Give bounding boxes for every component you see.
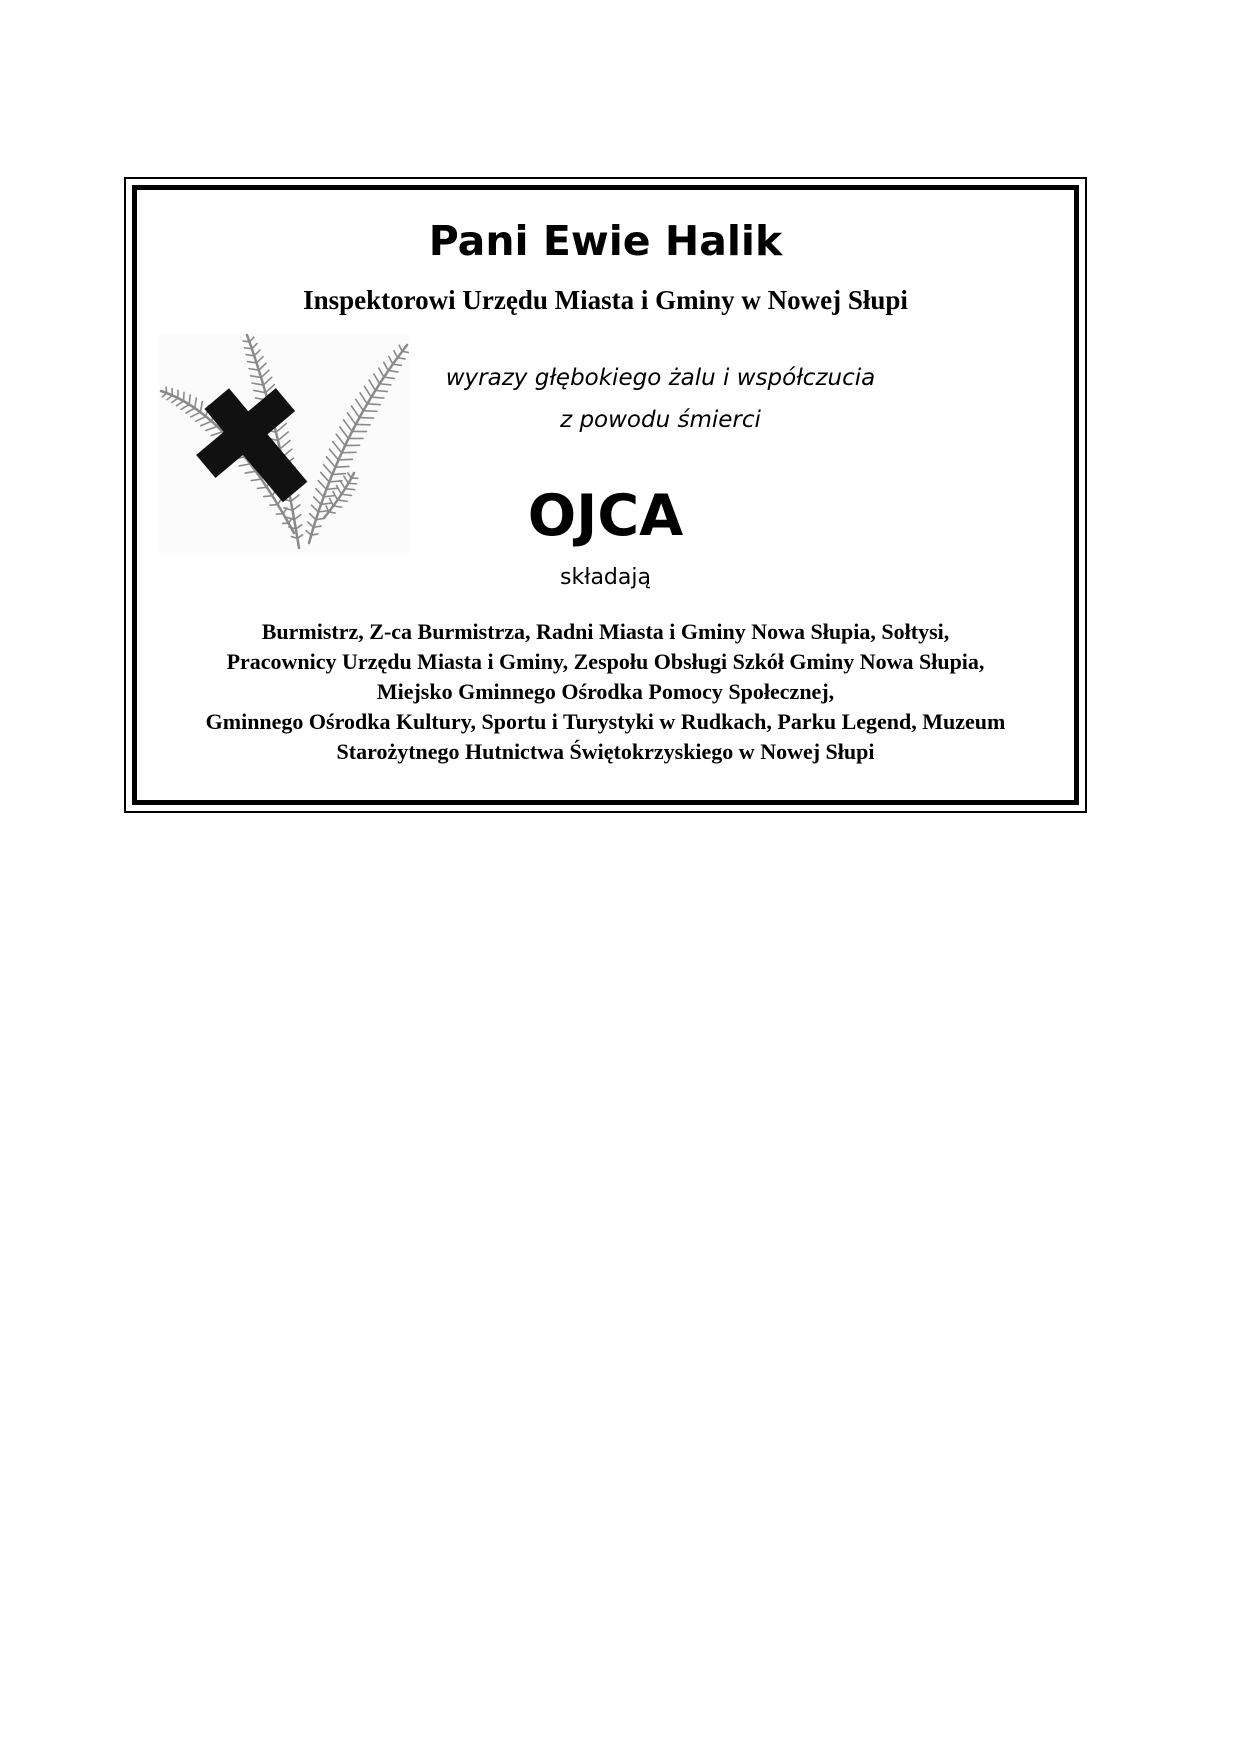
signatories-line: Miejsko Gminnego Ośrodka Pomocy Społecznej,	[376, 679, 835, 704]
mourning-frame-inner	[132, 185, 1079, 805]
signatories-line: Pracownicy Urzędu Miasta i Gminy, Zespołu Obsługi Szkół Gminy Nowa Słupia,	[226, 649, 985, 674]
recipient-name: Pani Ewie Halik	[428, 217, 783, 265]
signatories-line: Gminnego Ośrodka Kultury, Sportu i Turystyki w Rudkach, Parku Legend, Muzeum	[205, 709, 1006, 734]
mourning-frame-outer	[124, 177, 1087, 813]
offered-by: składają	[560, 565, 651, 590]
deceased-relation: OJCA	[527, 483, 684, 549]
signatories-line: Burmistrz, Z-ca Burmistrza, Radni Miasta i Gminy Nowa Słupia, Sołtysi,	[261, 619, 950, 644]
recipient-title: Inspektorowi Urzędu Miasta i Gminy w Nowej Słupi	[303, 285, 908, 315]
signatories	[137, 617, 1074, 767]
condolence-line-1: wyrazy głębokiego żalu i współczucia	[445, 365, 876, 391]
signatories-line: Starożytnego Hutnictwa Świętokrzyskiego w Nowej Słupi	[336, 739, 875, 764]
condolence-line-2: z powodu śmierci	[560, 407, 761, 433]
